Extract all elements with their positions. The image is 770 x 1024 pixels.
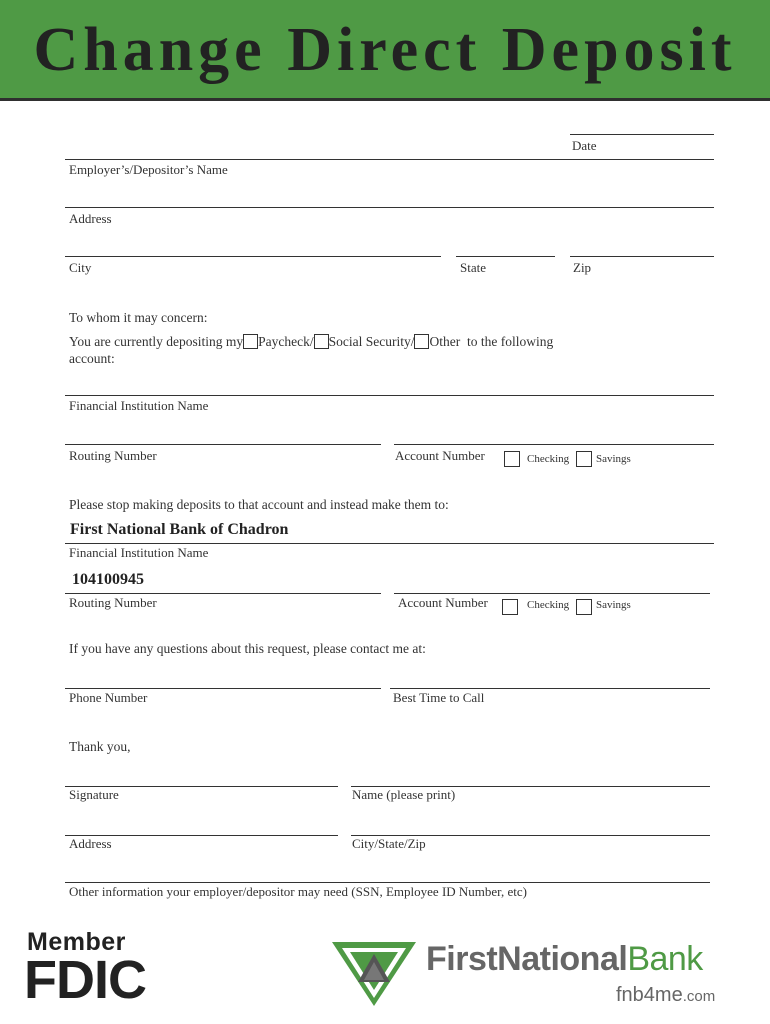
greeting: To whom it may concern: [69, 310, 208, 325]
new-institution-line [65, 543, 714, 544]
bank-brand-name [426, 940, 703, 979]
signature-label: Signature [69, 787, 119, 802]
social-security-checkbox[interactable] [314, 334, 329, 349]
best-time-label: Best Time to Call [393, 690, 485, 705]
new-institution-label: Financial Institution Name [69, 545, 209, 560]
header-banner [0, 0, 770, 101]
new-account-label: Account Number [398, 595, 488, 610]
phone-label: Phone Number [69, 690, 148, 705]
thank-you: Thank you, [69, 739, 131, 754]
other-info-label: Other information your employer/depositor may need (SSN, Employee ID Number, etc) [69, 884, 527, 899]
address-line[interactable] [65, 207, 714, 208]
state-label: State [460, 260, 486, 275]
current-account-label: Account Number [395, 448, 485, 463]
current-account-line[interactable] [394, 444, 714, 445]
best-time-line[interactable] [390, 688, 710, 689]
social-security-label: Social Security/ [328, 334, 415, 349]
other-info-line[interactable] [65, 882, 710, 883]
depositing-line-2: account: [69, 351, 115, 366]
other-label: Other [429, 334, 461, 349]
new-checking-label: Checking [527, 599, 570, 611]
stop-instruction: Please stop making deposits to that account and instead make them to: [69, 497, 449, 512]
fdic-member-text: Member [27, 928, 126, 956]
print-name-label: Name (please print) [352, 787, 456, 802]
date-label: Date [572, 138, 597, 153]
employer-name-line[interactable] [65, 159, 714, 160]
current-savings-label: Savings [596, 453, 631, 465]
phone-line[interactable] [65, 688, 381, 689]
city-label: City [69, 260, 92, 275]
paycheck-checkbox[interactable] [243, 334, 258, 349]
new-savings-label: Savings [596, 599, 631, 611]
new-routing-value[interactable]: 104100945 [72, 571, 144, 588]
current-savings-checkbox[interactable] [576, 451, 592, 467]
new-routing-label: Routing Number [69, 595, 157, 610]
site-main: fnb4me [616, 984, 683, 1006]
depositing-line [69, 333, 553, 350]
current-checking-label: Checking [527, 453, 570, 465]
other-checkbox[interactable] [414, 334, 429, 349]
paycheck-label: Paycheck/ [258, 334, 314, 349]
new-routing-line [65, 593, 381, 594]
brand-first-national: FirstNational [426, 940, 628, 978]
zip-line[interactable] [570, 256, 714, 257]
current-institution-line[interactable] [65, 395, 714, 396]
current-institution-label: Financial Institution Name [69, 398, 209, 413]
current-routing-label: Routing Number [69, 448, 157, 463]
employer-name-label: Employer’s/Depositor’s Name [69, 162, 228, 177]
brand-bank: Bank [627, 940, 703, 978]
site-tld: .com [682, 988, 716, 1005]
city-line[interactable] [65, 256, 441, 257]
bank-website[interactable] [616, 984, 715, 1007]
fdic-logo-text: FDIC [24, 950, 146, 1010]
date-line[interactable] [570, 134, 714, 135]
depositing-suffix: to the following [466, 334, 554, 349]
bank-logo-icon [330, 940, 418, 1008]
questions-text: If you have any questions about this request, please contact me at: [69, 641, 426, 656]
page-title: Change Direct Deposit [33, 16, 737, 84]
zip-label: Zip [573, 260, 592, 275]
depositing-prefix: You are currently depositing my [69, 334, 244, 349]
city-state-zip-label: City/State/Zip [352, 836, 426, 851]
new-checking-checkbox[interactable] [502, 599, 518, 615]
address-label: Address [69, 211, 112, 226]
state-line[interactable] [456, 256, 555, 257]
current-routing-line[interactable] [65, 444, 381, 445]
new-bank-name-value[interactable]: First National Bank of Chadron [70, 521, 289, 538]
signer-address-label: Address [69, 836, 112, 851]
new-account-line[interactable] [394, 593, 710, 594]
new-savings-checkbox[interactable] [576, 599, 592, 615]
current-checking-checkbox[interactable] [504, 451, 520, 467]
